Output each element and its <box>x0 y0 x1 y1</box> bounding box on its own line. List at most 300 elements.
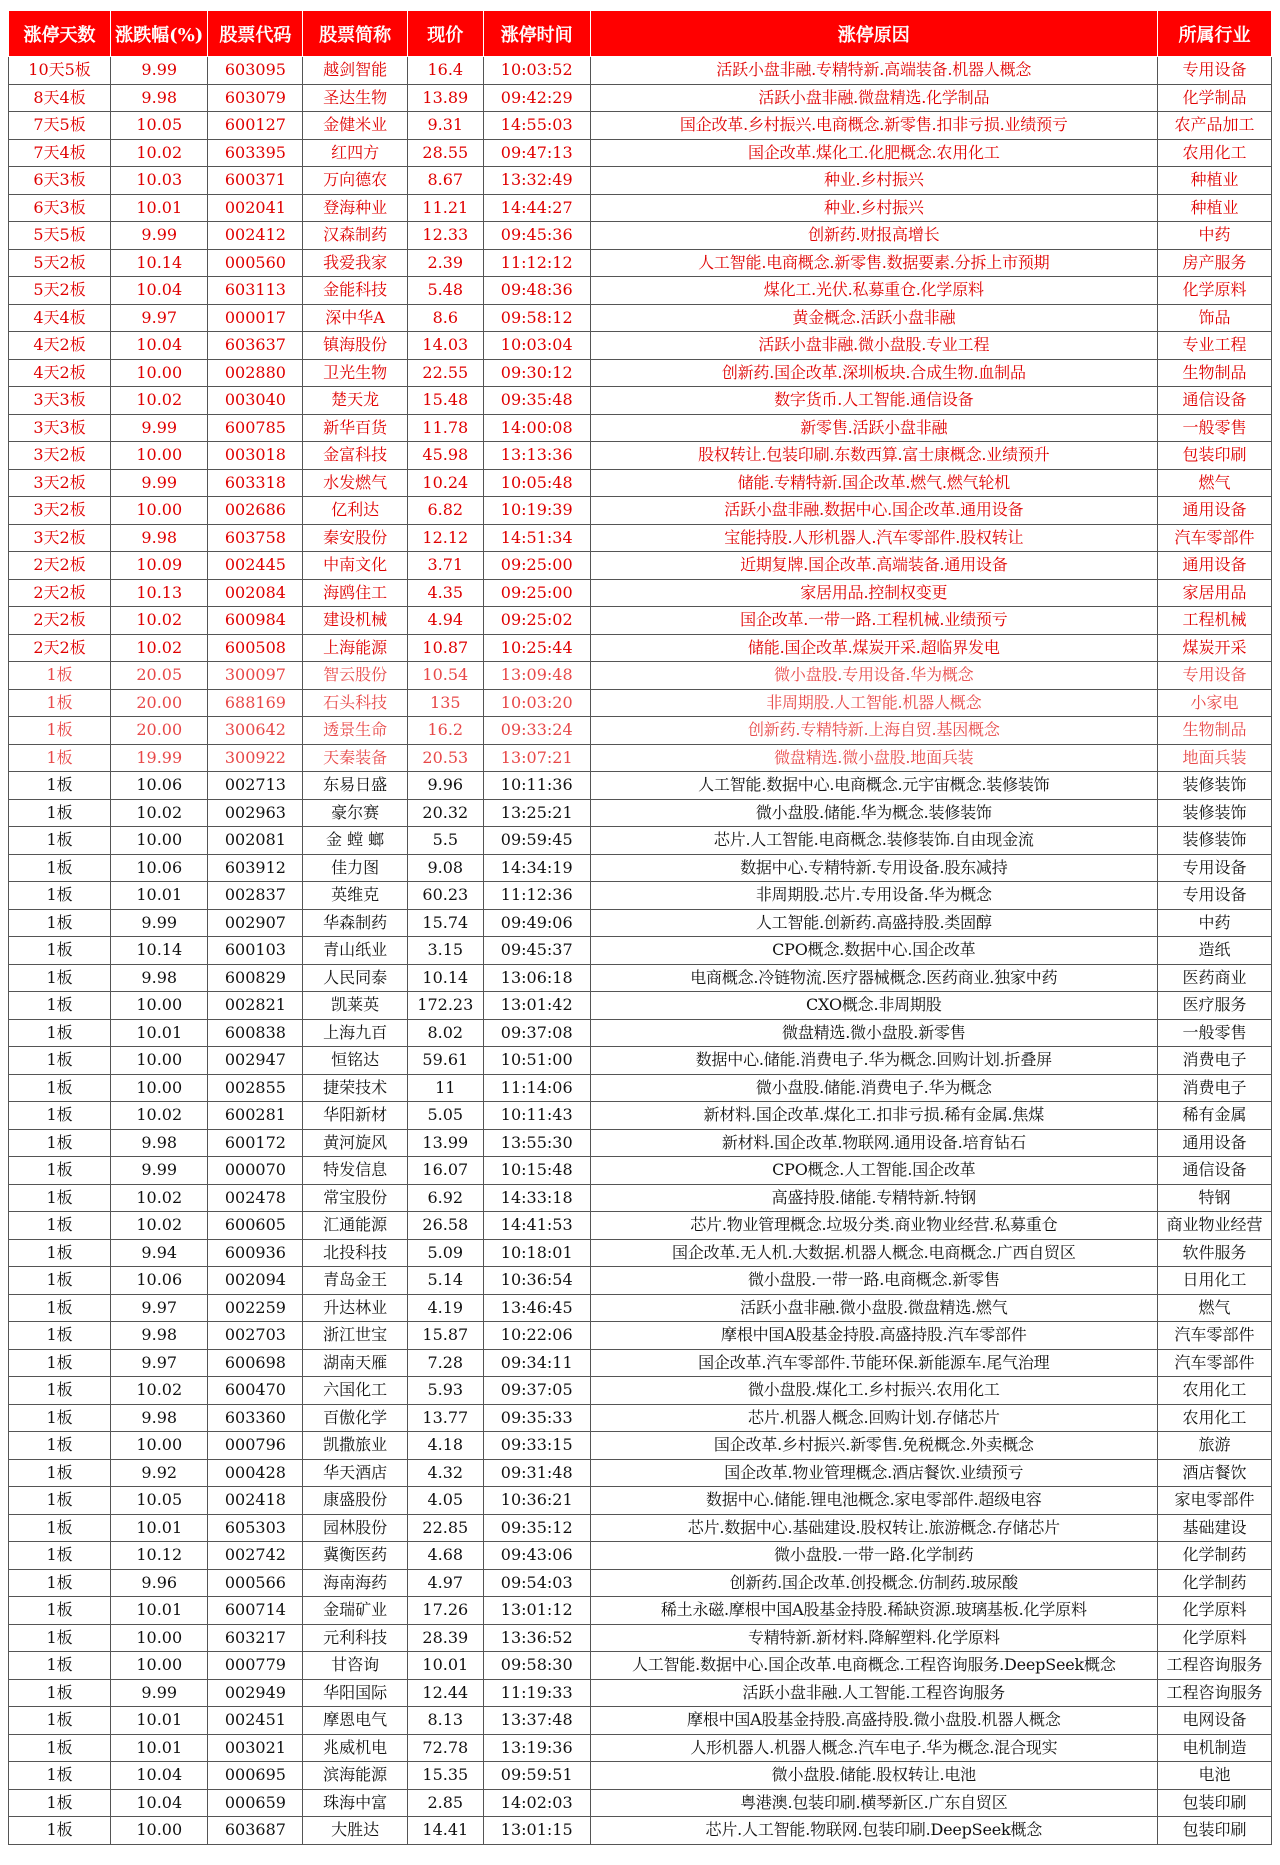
cell-price: 172.23 <box>407 992 483 1020</box>
cell-stock-code: 002081 <box>208 827 303 855</box>
table-row <box>9 1679 1272 1707</box>
cell-limit-reason: 活跃小盘非融.人工智能.工程咨询服务 <box>590 1679 1157 1707</box>
table-row <box>9 717 1272 745</box>
cell-industry: 基础建设 <box>1158 1514 1272 1542</box>
cell-limit-reason: 活跃小盘非融.数据中心.国企改革.通用设备 <box>590 497 1157 525</box>
cell-price: 16.07 <box>407 1157 483 1185</box>
cell-limit-days: 4天2板 <box>9 332 111 360</box>
cell-limit-reason: 国企改革.煤化工.化肥概念.农用化工 <box>590 139 1157 167</box>
cell-limit-time: 13:01:42 <box>483 992 590 1020</box>
cell-stock-code: 002451 <box>208 1707 303 1735</box>
cell-change-pct: 20.00 <box>111 689 208 717</box>
header-row <box>9 11 1272 57</box>
cell-change-pct: 10.04 <box>111 1762 208 1790</box>
cell-change-pct: 10.02 <box>111 634 208 662</box>
cell-limit-days: 1板 <box>9 854 111 882</box>
cell-change-pct: 10.06 <box>111 854 208 882</box>
table-row <box>9 1514 1272 1542</box>
table-row <box>9 1212 1272 1240</box>
cell-change-pct: 10.01 <box>111 1514 208 1542</box>
cell-stock-code: 000566 <box>208 1569 303 1597</box>
table-row <box>9 1734 1272 1762</box>
cell-industry: 商业物业经营 <box>1158 1212 1272 1240</box>
cell-limit-days: 3天3板 <box>9 414 111 442</box>
cell-stock-name: 甘咨询 <box>303 1652 407 1680</box>
cell-stock-name: 华阳国际 <box>303 1679 407 1707</box>
cell-change-pct: 10.04 <box>111 277 208 305</box>
header-limit-days: 涨停天数 <box>9 11 111 57</box>
cell-limit-days: 2天2板 <box>9 634 111 662</box>
cell-industry: 家电零部件 <box>1158 1487 1272 1515</box>
cell-price: 72.78 <box>407 1734 483 1762</box>
cell-change-pct: 10.13 <box>111 579 208 607</box>
cell-limit-reason: 活跃小盘非融.微小盘股.专业工程 <box>590 332 1157 360</box>
cell-limit-reason: 国企改革.乡村振兴.新零售.免税概念.外卖概念 <box>590 1432 1157 1460</box>
cell-change-pct: 9.99 <box>111 469 208 497</box>
cell-stock-code: 000779 <box>208 1652 303 1680</box>
cell-change-pct: 10.00 <box>111 1652 208 1680</box>
cell-limit-days: 1板 <box>9 1129 111 1157</box>
cell-stock-name: 英维克 <box>303 882 407 910</box>
cell-industry: 农产品加工 <box>1158 112 1272 140</box>
cell-change-pct: 10.02 <box>111 799 208 827</box>
cell-stock-name: 恒铭达 <box>303 1047 407 1075</box>
table-row <box>9 1652 1272 1680</box>
cell-limit-time: 09:59:45 <box>483 827 590 855</box>
cell-price: 5.09 <box>407 1239 483 1267</box>
cell-limit-time: 10:15:48 <box>483 1157 590 1185</box>
cell-price: 4.19 <box>407 1294 483 1322</box>
cell-industry: 电池 <box>1158 1762 1272 1790</box>
cell-industry: 医疗服务 <box>1158 992 1272 1020</box>
cell-limit-reason: 微小盘股.一带一路.化学制药 <box>590 1542 1157 1570</box>
cell-limit-time: 09:45:36 <box>483 222 590 250</box>
cell-limit-time: 10:36:54 <box>483 1267 590 1295</box>
cell-limit-days: 1板 <box>9 1322 111 1350</box>
cell-stock-name: 湖南天雁 <box>303 1349 407 1377</box>
cell-stock-name: 青山纸业 <box>303 937 407 965</box>
cell-change-pct: 10.02 <box>111 1184 208 1212</box>
cell-industry: 专用设备 <box>1158 854 1272 882</box>
cell-limit-days: 1板 <box>9 1184 111 1212</box>
cell-stock-name: 摩恩电气 <box>303 1707 407 1735</box>
cell-industry: 消费电子 <box>1158 1047 1272 1075</box>
cell-price: 4.68 <box>407 1542 483 1570</box>
cell-limit-reason: 电商概念.冷链物流.医疗器械概念.医药商业.独家中药 <box>590 964 1157 992</box>
table-row <box>9 1569 1272 1597</box>
cell-limit-days: 8天4板 <box>9 84 111 112</box>
cell-limit-reason: 黄金概念.活跃小盘非融 <box>590 304 1157 332</box>
cell-limit-days: 1板 <box>9 1212 111 1240</box>
cell-limit-days: 1板 <box>9 964 111 992</box>
cell-industry: 电网设备 <box>1158 1707 1272 1735</box>
cell-limit-reason: 芯片.人工智能.物联网.包装印刷.DeepSeek概念 <box>590 1817 1157 1845</box>
cell-price: 4.32 <box>407 1459 483 1487</box>
cell-limit-days: 1板 <box>9 992 111 1020</box>
cell-industry: 电机制造 <box>1158 1734 1272 1762</box>
cell-limit-days: 1板 <box>9 662 111 690</box>
cell-limit-days: 2天2板 <box>9 579 111 607</box>
cell-limit-time: 11:12:36 <box>483 882 590 910</box>
cell-limit-reason: 数据中心.储能.消费电子.华为概念.回购计划.折叠屏 <box>590 1047 1157 1075</box>
cell-price: 8.6 <box>407 304 483 332</box>
cell-limit-time: 09:35:12 <box>483 1514 590 1542</box>
cell-limit-reason: CPO概念.数据中心.国企改革 <box>590 937 1157 965</box>
cell-change-pct: 20.05 <box>111 662 208 690</box>
limit-up-table <box>8 10 1272 1845</box>
cell-limit-reason: 人工智能.创新药.高盛持股.类固醇 <box>590 909 1157 937</box>
cell-industry: 化学制药 <box>1158 1542 1272 1570</box>
cell-limit-reason: 创新药.国企改革.创投概念.仿制药.玻尿酸 <box>590 1569 1157 1597</box>
cell-stock-code: 600605 <box>208 1212 303 1240</box>
cell-industry: 通信设备 <box>1158 1157 1272 1185</box>
cell-limit-time: 09:25:00 <box>483 579 590 607</box>
cell-stock-code: 002949 <box>208 1679 303 1707</box>
cell-change-pct: 9.99 <box>111 1679 208 1707</box>
cell-industry: 化学原料 <box>1158 1597 1272 1625</box>
cell-limit-reason: 数据中心.专精特新.专用设备.股东减持 <box>590 854 1157 882</box>
cell-limit-days: 3天3板 <box>9 387 111 415</box>
cell-limit-days: 1板 <box>9 1569 111 1597</box>
cell-industry: 包装印刷 <box>1158 442 1272 470</box>
cell-limit-reason: 非周期股.芯片.专用设备.华为概念 <box>590 882 1157 910</box>
cell-industry: 旅游 <box>1158 1432 1272 1460</box>
cell-stock-name: 上海能源 <box>303 634 407 662</box>
cell-change-pct: 10.00 <box>111 1074 208 1102</box>
cell-limit-time: 10:51:00 <box>483 1047 590 1075</box>
cell-industry: 化学制药 <box>1158 1569 1272 1597</box>
cell-price: 22.55 <box>407 359 483 387</box>
table-row <box>9 662 1272 690</box>
cell-change-pct: 10.04 <box>111 332 208 360</box>
cell-stock-name: 大胜达 <box>303 1817 407 1845</box>
cell-stock-name: 康盛股份 <box>303 1487 407 1515</box>
cell-change-pct: 10.14 <box>111 937 208 965</box>
cell-change-pct: 9.98 <box>111 964 208 992</box>
cell-limit-reason: 活跃小盘非融.专精特新.高端装备.机器人概念 <box>590 57 1157 85</box>
table-row <box>9 442 1272 470</box>
cell-industry: 中药 <box>1158 909 1272 937</box>
cell-limit-time: 13:25:21 <box>483 799 590 827</box>
cell-limit-reason: 微小盘股.煤化工.乡村振兴.农用化工 <box>590 1377 1157 1405</box>
cell-stock-name: 捷荣技术 <box>303 1074 407 1102</box>
cell-stock-code: 688169 <box>208 689 303 717</box>
cell-industry: 饰品 <box>1158 304 1272 332</box>
table-row <box>9 112 1272 140</box>
cell-price: 13.99 <box>407 1129 483 1157</box>
cell-limit-reason: 新零售.活跃小盘非融 <box>590 414 1157 442</box>
cell-change-pct: 10.00 <box>111 359 208 387</box>
cell-limit-days: 1板 <box>9 1514 111 1542</box>
cell-change-pct: 10.01 <box>111 194 208 222</box>
table-row <box>9 1322 1272 1350</box>
cell-stock-name: 华天酒店 <box>303 1459 407 1487</box>
table-row <box>9 1789 1272 1817</box>
cell-stock-code: 603217 <box>208 1624 303 1652</box>
cell-stock-name: 新华百货 <box>303 414 407 442</box>
cell-stock-name: 登海种业 <box>303 194 407 222</box>
cell-stock-code: 300097 <box>208 662 303 690</box>
cell-stock-code: 600470 <box>208 1377 303 1405</box>
cell-limit-days: 1板 <box>9 1074 111 1102</box>
cell-change-pct: 10.01 <box>111 882 208 910</box>
table-row <box>9 854 1272 882</box>
cell-change-pct: 10.12 <box>111 1542 208 1570</box>
cell-stock-name: 建设机械 <box>303 607 407 635</box>
cell-price: 13.77 <box>407 1404 483 1432</box>
cell-stock-code: 600984 <box>208 607 303 635</box>
cell-change-pct: 10.00 <box>111 442 208 470</box>
cell-limit-time: 13:37:48 <box>483 1707 590 1735</box>
cell-stock-code: 002703 <box>208 1322 303 1350</box>
cell-limit-reason: 活跃小盘非融.微盘精选.化学制品 <box>590 84 1157 112</box>
cell-limit-days: 1板 <box>9 1377 111 1405</box>
cell-limit-time: 14:34:19 <box>483 854 590 882</box>
cell-limit-reason: 芯片.人工智能.电商概念.装修装饰.自由现金流 <box>590 827 1157 855</box>
table-row <box>9 84 1272 112</box>
cell-stock-name: 华森制药 <box>303 909 407 937</box>
table-row <box>9 607 1272 635</box>
cell-stock-name: 金健米业 <box>303 112 407 140</box>
cell-limit-time: 10:11:43 <box>483 1102 590 1130</box>
cell-limit-reason: 宝能持股.人形机器人.汽车零部件.股权转让 <box>590 524 1157 552</box>
cell-limit-days: 1板 <box>9 1734 111 1762</box>
cell-stock-code: 000659 <box>208 1789 303 1817</box>
cell-change-pct: 19.99 <box>111 744 208 772</box>
cell-limit-days: 1板 <box>9 744 111 772</box>
cell-limit-time: 11:19:33 <box>483 1679 590 1707</box>
cell-price: 12.12 <box>407 524 483 552</box>
cell-limit-days: 1板 <box>9 1762 111 1790</box>
cell-change-pct: 10.01 <box>111 1597 208 1625</box>
cell-limit-reason: 创新药.专精特新.上海自贸.基因概念 <box>590 717 1157 745</box>
table-row <box>9 909 1272 937</box>
cell-stock-name: 汉森制药 <box>303 222 407 250</box>
table-row <box>9 1597 1272 1625</box>
table-row <box>9 772 1272 800</box>
cell-stock-name: 六国化工 <box>303 1377 407 1405</box>
cell-limit-reason: 微小盘股.一带一路.电商概念.新零售 <box>590 1267 1157 1295</box>
cell-industry: 中药 <box>1158 222 1272 250</box>
cell-industry: 一般零售 <box>1158 414 1272 442</box>
cell-limit-reason: 煤化工.光伏.私募重仓.化学原料 <box>590 277 1157 305</box>
cell-limit-time: 13:13:36 <box>483 442 590 470</box>
header-stock-name: 股票简称 <box>303 11 407 57</box>
table-row <box>9 992 1272 1020</box>
cell-change-pct: 10.00 <box>111 1432 208 1460</box>
cell-limit-time: 09:48:36 <box>483 277 590 305</box>
cell-price: 10.01 <box>407 1652 483 1680</box>
cell-limit-days: 7天4板 <box>9 139 111 167</box>
table-row <box>9 1707 1272 1735</box>
cell-industry: 一般零售 <box>1158 1019 1272 1047</box>
cell-limit-reason: 摩根中国A股基金持股.高盛持股.微小盘股.机器人概念 <box>590 1707 1157 1735</box>
cell-limit-days: 1板 <box>9 909 111 937</box>
cell-change-pct: 10.02 <box>111 1102 208 1130</box>
cell-stock-code: 002418 <box>208 1487 303 1515</box>
table-row <box>9 277 1272 305</box>
cell-change-pct: 9.94 <box>111 1239 208 1267</box>
cell-industry: 酒店餐饮 <box>1158 1459 1272 1487</box>
cell-limit-reason: 芯片.物业管理概念.垃圾分类.商业物业经营.私募重仓 <box>590 1212 1157 1240</box>
cell-change-pct: 10.06 <box>111 1267 208 1295</box>
cell-industry: 通用设备 <box>1158 552 1272 580</box>
cell-limit-days: 1板 <box>9 1267 111 1295</box>
cell-limit-time: 09:33:24 <box>483 717 590 745</box>
cell-limit-time: 10:25:44 <box>483 634 590 662</box>
cell-limit-time: 10:03:52 <box>483 57 590 85</box>
cell-limit-time: 11:14:06 <box>483 1074 590 1102</box>
cell-limit-reason: 微小盘股.储能.消费电子.华为概念 <box>590 1074 1157 1102</box>
cell-industry: 农用化工 <box>1158 139 1272 167</box>
cell-stock-code: 600714 <box>208 1597 303 1625</box>
table-body <box>9 57 1272 1845</box>
cell-stock-name: 楚天龙 <box>303 387 407 415</box>
cell-industry: 稀有金属 <box>1158 1102 1272 1130</box>
cell-industry: 化学原料 <box>1158 277 1272 305</box>
cell-price: 22.85 <box>407 1514 483 1542</box>
cell-stock-name: 百傲化学 <box>303 1404 407 1432</box>
cell-limit-reason: 近期复牌.国企改革.高端装备.通用设备 <box>590 552 1157 580</box>
cell-limit-time: 10:03:20 <box>483 689 590 717</box>
cell-stock-name: 深中华A <box>303 304 407 332</box>
cell-industry: 汽车零部件 <box>1158 1349 1272 1377</box>
table-row <box>9 1349 1272 1377</box>
cell-limit-days: 2天2板 <box>9 607 111 635</box>
cell-stock-code: 002963 <box>208 799 303 827</box>
cell-limit-time: 09:25:00 <box>483 552 590 580</box>
cell-limit-days: 2天2板 <box>9 552 111 580</box>
cell-change-pct: 9.92 <box>111 1459 208 1487</box>
cell-stock-name: 汇通能源 <box>303 1212 407 1240</box>
cell-change-pct: 9.97 <box>111 1349 208 1377</box>
cell-stock-name: 华阳新材 <box>303 1102 407 1130</box>
cell-limit-time: 10:03:04 <box>483 332 590 360</box>
cell-limit-time: 14:02:03 <box>483 1789 590 1817</box>
cell-stock-name: 浙江世宝 <box>303 1322 407 1350</box>
cell-industry: 化学原料 <box>1158 1624 1272 1652</box>
cell-limit-reason: 人形机器人.机器人概念.汽车电子.华为概念.混合现实 <box>590 1734 1157 1762</box>
cell-limit-time: 09:31:48 <box>483 1459 590 1487</box>
cell-limit-days: 4天4板 <box>9 304 111 332</box>
cell-limit-days: 1板 <box>9 717 111 745</box>
table-row <box>9 579 1272 607</box>
cell-stock-code: 000428 <box>208 1459 303 1487</box>
table-row <box>9 1404 1272 1432</box>
cell-stock-code: 003040 <box>208 387 303 415</box>
cell-limit-reason: 新材料.国企改革.煤化工.扣非亏损.稀有金属.焦煤 <box>590 1102 1157 1130</box>
cell-stock-name: 兆威机电 <box>303 1734 407 1762</box>
cell-limit-time: 09:37:05 <box>483 1377 590 1405</box>
cell-price: 11.21 <box>407 194 483 222</box>
cell-stock-code: 600698 <box>208 1349 303 1377</box>
cell-stock-code: 002412 <box>208 222 303 250</box>
cell-limit-days: 1板 <box>9 1459 111 1487</box>
cell-limit-time: 14:44:27 <box>483 194 590 222</box>
table-row <box>9 57 1272 85</box>
table-row <box>9 937 1272 965</box>
cell-limit-reason: 国企改革.物业管理概念.酒店餐饮.业绩预亏 <box>590 1459 1157 1487</box>
cell-industry: 种植业 <box>1158 194 1272 222</box>
cell-limit-days: 1板 <box>9 1294 111 1322</box>
cell-change-pct: 10.01 <box>111 1734 208 1762</box>
cell-price: 6.92 <box>407 1184 483 1212</box>
cell-limit-days: 6天3板 <box>9 194 111 222</box>
cell-limit-days: 1板 <box>9 1047 111 1075</box>
cell-industry: 工程咨询服务 <box>1158 1652 1272 1680</box>
cell-limit-reason: 创新药.财报高增长 <box>590 222 1157 250</box>
cell-stock-code: 003018 <box>208 442 303 470</box>
cell-price: 16.4 <box>407 57 483 85</box>
cell-price: 15.74 <box>407 909 483 937</box>
cell-limit-reason: 微小盘股.储能.华为概念.装修装饰 <box>590 799 1157 827</box>
cell-industry: 汽车零部件 <box>1158 524 1272 552</box>
cell-limit-time: 13:07:21 <box>483 744 590 772</box>
cell-industry: 生物制品 <box>1158 359 1272 387</box>
cell-limit-reason: CPO概念.人工智能.国企改革 <box>590 1157 1157 1185</box>
cell-stock-code: 002259 <box>208 1294 303 1322</box>
table-row <box>9 1762 1272 1790</box>
cell-limit-days: 1板 <box>9 1679 111 1707</box>
table-row <box>9 1542 1272 1570</box>
cell-stock-name: 人民同泰 <box>303 964 407 992</box>
cell-stock-name: 冀衡医药 <box>303 1542 407 1570</box>
cell-limit-days: 5天2板 <box>9 249 111 277</box>
cell-stock-name: 红四方 <box>303 139 407 167</box>
cell-price: 3.71 <box>407 552 483 580</box>
cell-stock-code: 600838 <box>208 1019 303 1047</box>
cell-stock-name: 石头科技 <box>303 689 407 717</box>
cell-limit-days: 6天3板 <box>9 167 111 195</box>
cell-limit-days: 1板 <box>9 1349 111 1377</box>
cell-change-pct: 10.02 <box>111 1212 208 1240</box>
cell-price: 5.93 <box>407 1377 483 1405</box>
cell-stock-name: 万向德农 <box>303 167 407 195</box>
cell-limit-reason: 微小盘股.储能.股权转让.电池 <box>590 1762 1157 1790</box>
cell-limit-time: 13:19:36 <box>483 1734 590 1762</box>
table-row <box>9 1487 1272 1515</box>
cell-limit-time: 09:54:03 <box>483 1569 590 1597</box>
table-row <box>9 1294 1272 1322</box>
table-row <box>9 1267 1272 1295</box>
cell-stock-code: 603113 <box>208 277 303 305</box>
cell-stock-name: 东易日盛 <box>303 772 407 800</box>
cell-limit-days: 1板 <box>9 1789 111 1817</box>
cell-stock-code: 603758 <box>208 524 303 552</box>
cell-stock-code: 002947 <box>208 1047 303 1075</box>
cell-limit-time: 13:01:15 <box>483 1817 590 1845</box>
cell-change-pct: 9.99 <box>111 57 208 85</box>
cell-stock-code: 002686 <box>208 497 303 525</box>
cell-stock-code: 600172 <box>208 1129 303 1157</box>
cell-industry: 地面兵装 <box>1158 744 1272 772</box>
cell-change-pct: 10.02 <box>111 139 208 167</box>
cell-industry: 生物制品 <box>1158 717 1272 745</box>
table-row <box>9 1624 1272 1652</box>
cell-industry: 化学制品 <box>1158 84 1272 112</box>
cell-change-pct: 10.02 <box>111 387 208 415</box>
cell-price: 11 <box>407 1074 483 1102</box>
table-row <box>9 359 1272 387</box>
cell-price: 11.78 <box>407 414 483 442</box>
cell-stock-name: 凯莱英 <box>303 992 407 1020</box>
cell-price: 5.14 <box>407 1267 483 1295</box>
cell-limit-days: 1板 <box>9 1624 111 1652</box>
cell-price: 8.13 <box>407 1707 483 1735</box>
cell-stock-code: 603912 <box>208 854 303 882</box>
cell-limit-days: 1板 <box>9 1019 111 1047</box>
cell-stock-code: 002713 <box>208 772 303 800</box>
